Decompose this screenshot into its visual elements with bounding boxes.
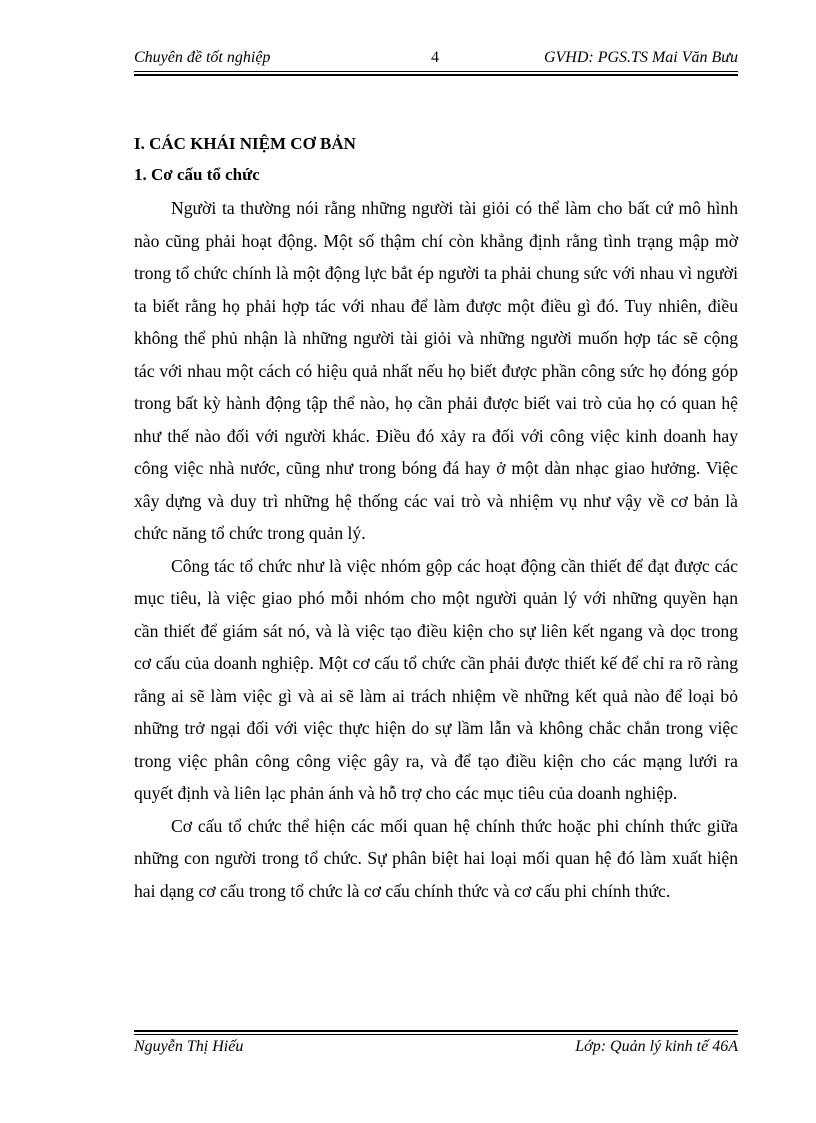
paragraph-1: Người ta thường nói rằng những người tài giỏi có thể làm cho bất cứ mô hình nào cũng phải hoạt động. Một số thậm chí còn khẳng định rằng tình trạng mập mờ trong tổ chức chính là một động lực bắt ép người ta phải chung sức với nhau vì người ta biết rằng họ phải hợp tác với nhau để làm được một điều gì đó. Tuy nhiên, điều không thể phủ nhận là những người tài giỏi và những người muốn hợp tác sẽ cộng tác với nhau một cách có hiệu quả nhất nếu họ biết được phần công sức họ đóng góp trong bất kỳ hành động tập thể nào, họ cần phải được biết vai trò của họ có quan hệ như thế nào đối với người khác. Điều đó xảy ra đối với công việc kinh doanh hay công việc nhà nước, cũng như trong bóng đá hay ở một dàn nhạc giao hưởng. Việc xây dựng và duy trì những hệ thống các vai trò và nhiệm vụ như vậy về cơ bản là chức năng tổ chức trong quản lý. [134,198,738,543]
header-document-type: Chuyên đề tốt nghiệp [134,49,271,66]
section-title: I. CÁC KHÁI NIỆM CƠ BẢN [134,134,356,153]
paragraph-3: Cơ cấu tổ chức thể hiện các mối quan hệ chính thức hoặc phi chính thức giữa những con người trong tổ chức. Sự phân biệt hai loại mối quan hệ đó làm xuất hiện hai dạng cơ cấu trong tổ chức là cơ cấu chính thức và cơ cấu phi chính thức. [134,815,738,901]
page-footer [134,1038,738,1060]
footer-class: Lớp: Quản lý kinh tế 46A [575,1038,738,1055]
subsection-title: 1. Cơ cấu tổ chức [134,165,260,184]
page-body [134,130,738,907]
page-number: 4 [431,49,439,66]
paragraph-2: Công tác tổ chức như là việc nhóm gộp các hoạt động cần thiết để đạt được các mục tiêu, là việc giao phó mỗi nhóm cho một người quản lý với những quyền hạn cần thiết để giám sát nó, và là việc tạo điều kiện cho sự liên kết ngang và dọc trong cơ cấu của doanh nghiệp. Một cơ cấu tổ chức cần phải được thiết kế để chỉ ra rõ ràng rằng ai sẽ làm việc gì và ai sẽ làm ai trách nhiệm về những kết quả nào để loại bỏ những trở ngại đối với việc thực hiện do sự lầm lẫn và không chắc chắn trong việc trong việc phân công công việc gây ra, và để tạo điều kiện cho các mạng lưới ra quyết định và liên lạc phản ánh và hỗ trợ cho các mục tiêu của doanh nghiệp. [134,555,738,803]
page-header [134,47,738,69]
footer-rule-thin [134,1034,738,1035]
footer-author: Nguyễn Thị Hiếu [134,1038,244,1055]
header-supervisor: GVHD: PGS.TS Mai Văn Bưu [543,49,738,66]
footer-rule-thick [134,1030,738,1032]
header-rule-thick [134,74,738,76]
header-rule-thin [134,71,738,72]
